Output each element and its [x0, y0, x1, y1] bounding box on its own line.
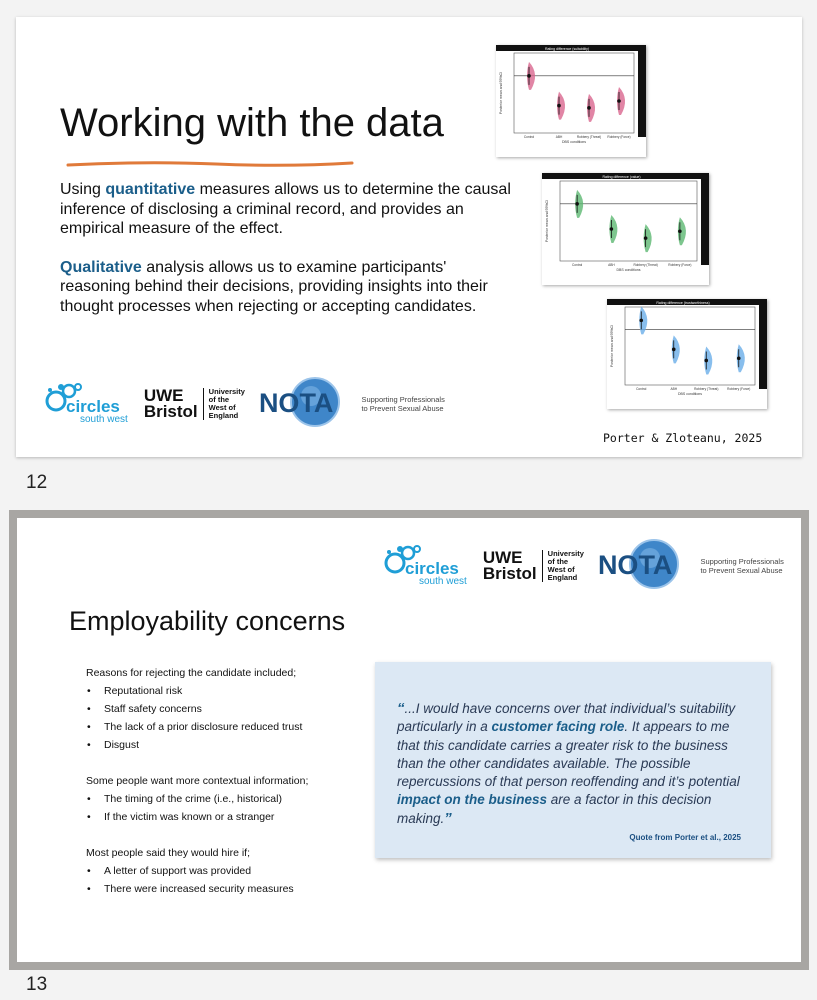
slide-number-12[interactable]: 12	[26, 472, 48, 493]
slide-title: Employability concerns	[69, 606, 346, 636]
mean-point	[737, 356, 741, 360]
findings-list	[86, 664, 366, 916]
nota-logo: NOTA Supporting Professionals to Prevent Sexual Abuse	[259, 388, 445, 419]
uwe-logo: UWE Bristol University of the West of England	[482, 547, 584, 583]
slide-13[interactable]	[9, 510, 809, 970]
x-axis-label: DBS conditions	[678, 392, 702, 396]
value-chart	[542, 173, 709, 285]
circles-logo-sub: south west	[419, 576, 467, 587]
tick-label: Robbery (Threat)	[576, 135, 602, 139]
chart-title: Rating difference (suitability)	[544, 47, 590, 51]
mean-point	[610, 227, 614, 231]
paragraph-quantitative: Using quantitative measures allows us to determine the causal inference of disclosing a criminal record, and provides an empirical measure of the effect.	[60, 181, 511, 237]
nota-logo-word: NOTA	[597, 550, 673, 580]
quote-source: Quote from Porter et al., 2025	[629, 833, 741, 842]
chart-svg	[496, 45, 646, 157]
list-item: • The lack of a prior disclosure reduced trust	[86, 718, 366, 736]
circles-logo	[42, 382, 128, 425]
slide-title: Working with the data	[60, 101, 444, 145]
tick-label: ABH	[608, 263, 615, 267]
mean-point	[527, 74, 531, 78]
chart-side-strip	[638, 45, 646, 137]
nota-logo-word: NOTA	[258, 388, 334, 418]
x-axis-label: DBS conditions	[562, 140, 586, 144]
chart-svg	[542, 173, 709, 285]
quote-text: “...I would have concerns over that individual’s suitability particularly in a customer facing role. It appears to me that this candidate carries a greater risk to the business than the other candidates available. The possible repercussions of that person reoffending and it’s potential impact on the business are a factor in this decision making.”	[397, 700, 740, 827]
chart-svg	[607, 299, 767, 409]
tick-label: Control	[636, 387, 647, 391]
list-header: Some people want more contextual information;	[86, 775, 309, 787]
tick-label: Control	[571, 263, 583, 267]
rejection-reasons	[86, 682, 366, 754]
circles-logo	[381, 544, 467, 587]
tick-label: ABH	[670, 387, 678, 391]
chart-frame	[514, 53, 634, 133]
mean-point	[587, 106, 591, 110]
nota-logo: NOTA Supporting Professionals to Prevent Sexual Abuse	[598, 550, 784, 581]
mean-point	[575, 202, 579, 206]
suitability-chart	[496, 45, 646, 157]
list-header: Reasons for rejecting the candidate included;	[86, 667, 297, 679]
x-axis-label: DBS conditions	[616, 268, 641, 272]
list-item: • Staff safety concerns	[86, 700, 366, 718]
y-axis-label: Posterior mean and 95%CI	[610, 324, 614, 368]
mean-point	[678, 229, 682, 233]
circles-logo-word: circles	[405, 559, 459, 578]
reference-citation: Porter & Zloteanu, 2025	[603, 431, 763, 445]
tick-label: Robbery (Threat)	[633, 263, 658, 267]
logo-strip	[42, 382, 445, 425]
list-item: • If the victim was known or a stranger	[86, 808, 366, 826]
slide-number-13[interactable]: 13	[26, 974, 48, 995]
chart-side-strip	[701, 173, 709, 265]
tick-label: Control	[523, 135, 535, 139]
slide-body	[60, 180, 515, 335]
list-header: Most people said they would hire if;	[86, 847, 251, 859]
circles-logo-sub: south west	[80, 414, 128, 425]
title-underline	[66, 160, 356, 168]
list-item: • The timing of the crime (i.e., historical)	[86, 790, 366, 808]
chart-title: Rating difference (value)	[602, 175, 641, 179]
trustworthiness-chart	[607, 299, 767, 409]
list-item: • Reputational risk	[86, 682, 366, 700]
y-axis-label: Posterior mean and 95%CI	[545, 199, 549, 243]
logo-strip	[381, 544, 784, 587]
tick-label: Robbery (Force)	[668, 263, 692, 267]
mean-point	[639, 319, 643, 323]
list-item: • Disgust	[86, 736, 366, 754]
chart-title: Rating difference (trustworthiness)	[656, 301, 710, 305]
hire-conditions	[86, 862, 366, 898]
chart-frame	[560, 181, 697, 261]
mean-point	[672, 348, 676, 352]
y-axis-label: Posterior mean and 95%CI	[499, 71, 503, 115]
list-item: • There were increased security measures	[86, 880, 366, 898]
paragraph-qualitative: Qualitative analysis allows us to examine participants' reasoning behind their decisions, providing insights into their thought processes when rejecting or accepting candidates.	[60, 258, 488, 315]
circles-logo-word: circles	[66, 397, 120, 416]
tick-label: Robbery (Force)	[727, 387, 751, 391]
chart-side-strip	[759, 299, 767, 389]
context-needs	[86, 790, 366, 826]
list-item: • A letter of support was provided	[86, 862, 366, 880]
tick-label: Robbery (Force)	[607, 135, 631, 139]
mean-point	[704, 359, 708, 363]
mean-point	[617, 99, 621, 103]
mean-point	[557, 104, 561, 108]
slide-12[interactable]	[16, 17, 802, 457]
quote-box	[375, 662, 771, 858]
tick-label: ABH	[555, 135, 563, 139]
mean-point	[644, 236, 648, 240]
tick-label: Robbery (Threat)	[694, 387, 719, 391]
uwe-logo: UWE Bristol University of the West of England	[143, 385, 245, 421]
